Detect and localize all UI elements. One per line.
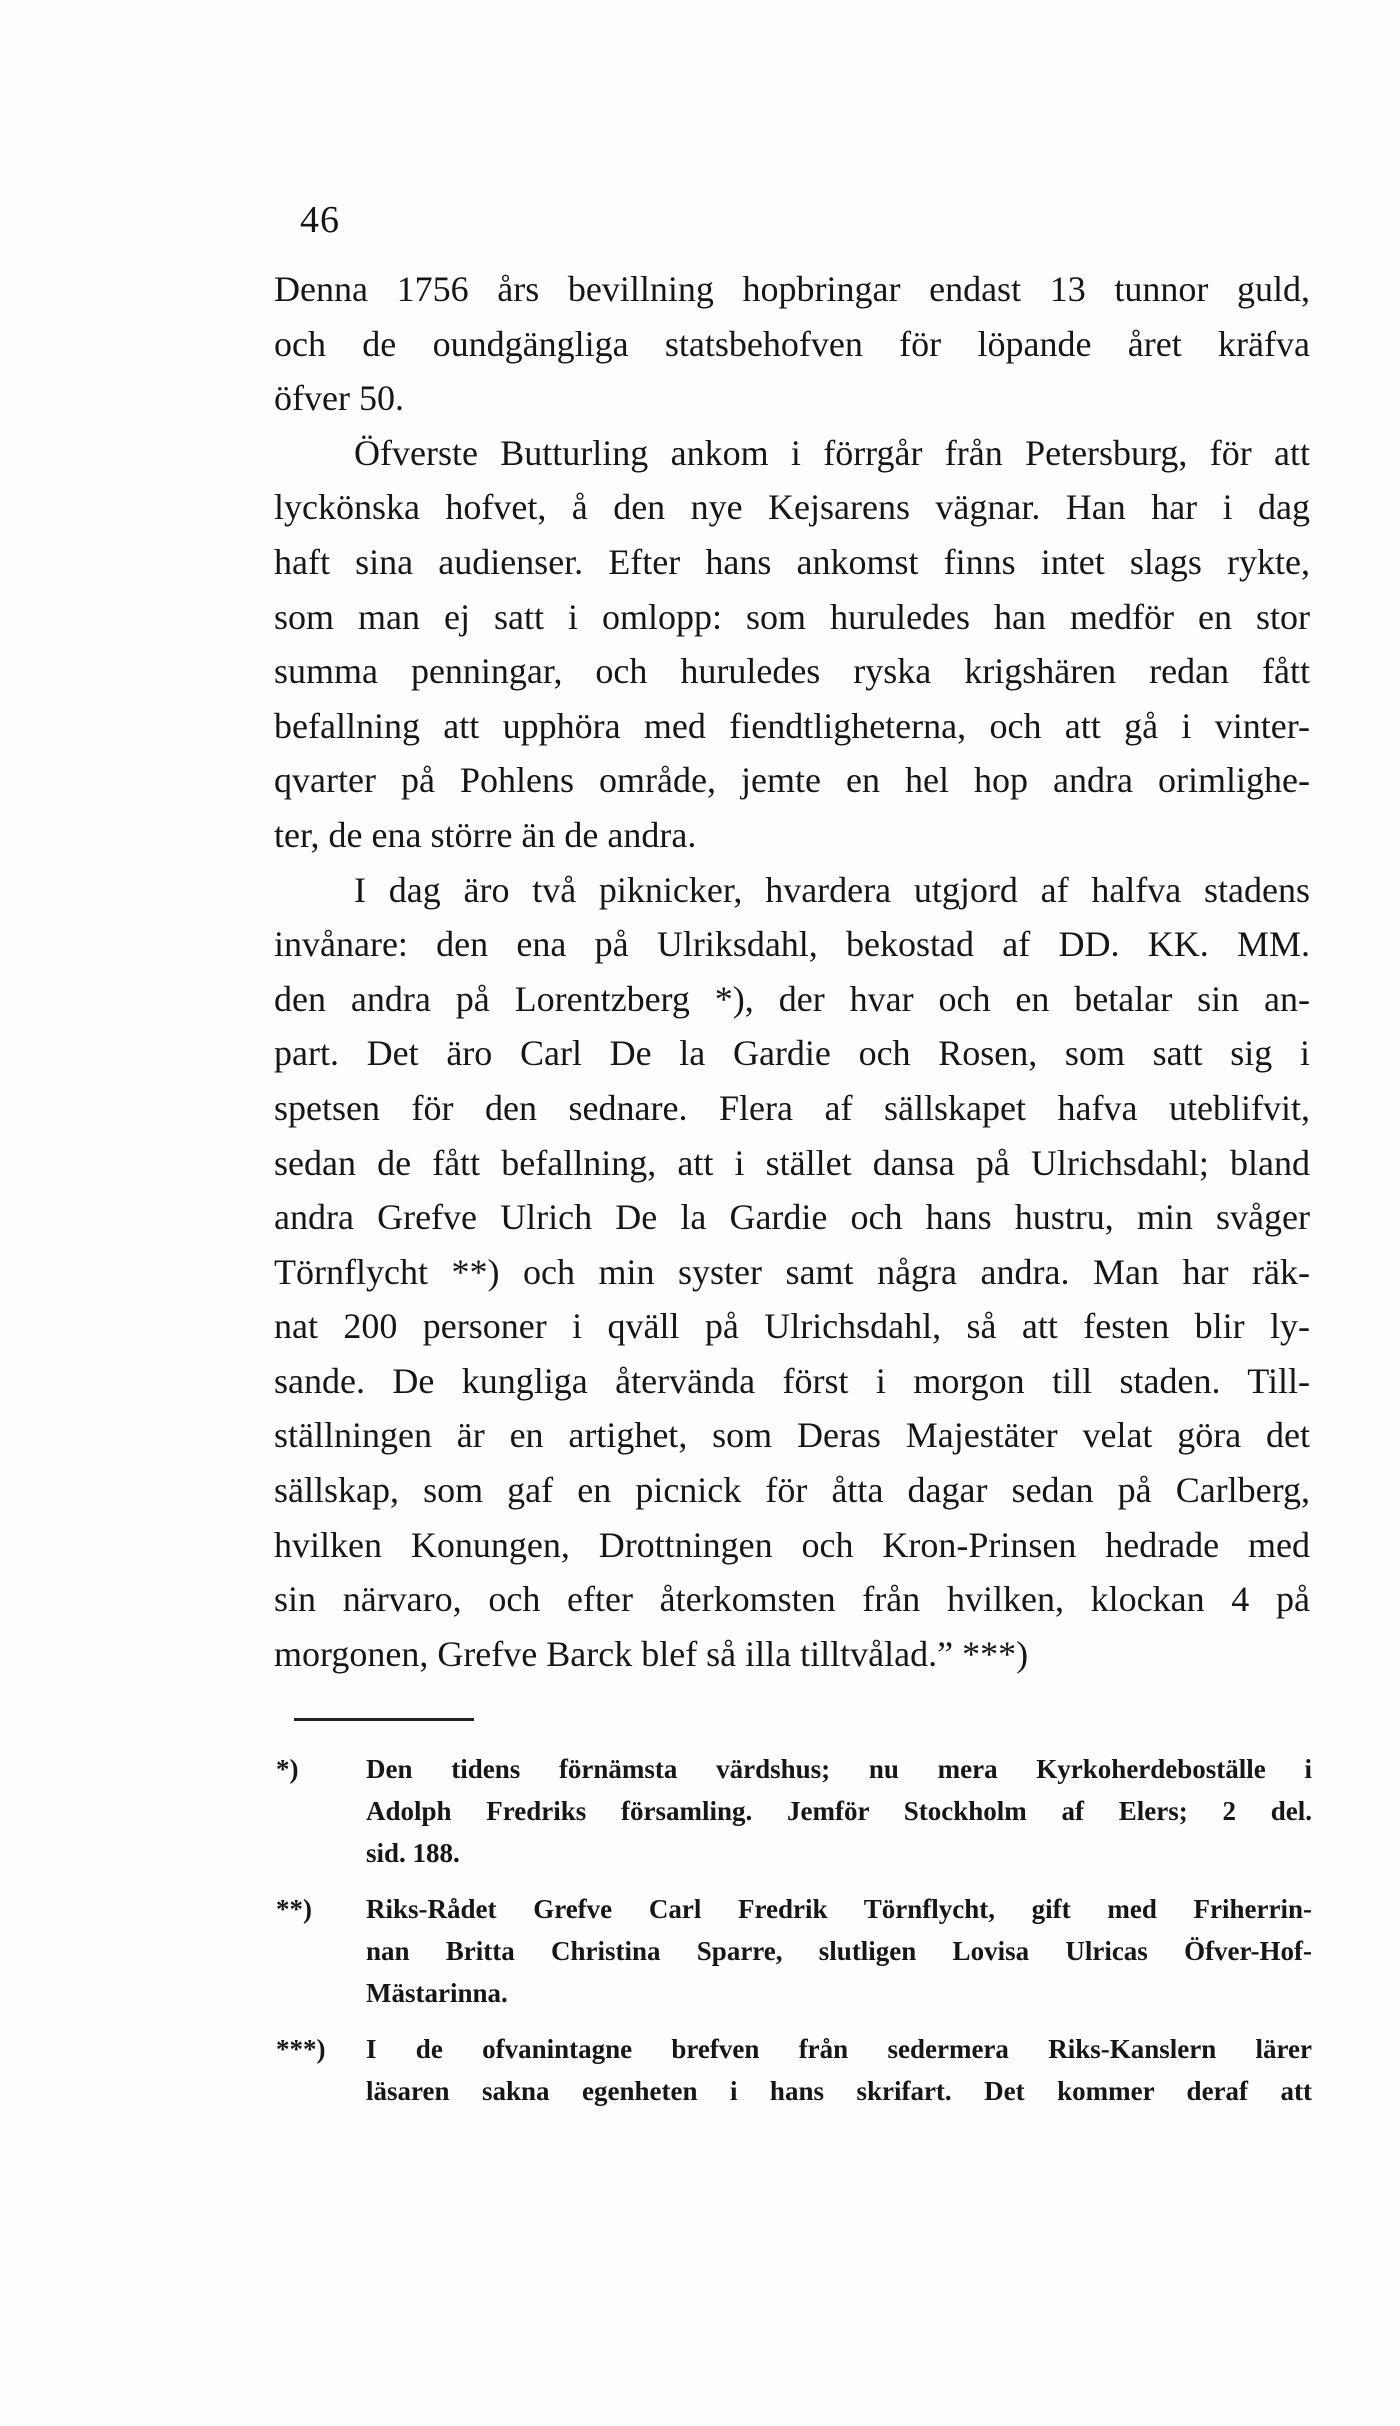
footnote-separator-rule (294, 1718, 474, 1721)
footnote-3-line: läsaren sakna egenheten i hans skrifart. Det kommer deraf att (366, 2076, 1312, 2106)
footnote-2-line (276, 1888, 1312, 1930)
page-number: 46 (300, 199, 340, 241)
footnote-1-text: Den tidens förnämsta värdshus; nu mera Kyrkoherdeboställe i (366, 1754, 1312, 1784)
footnote-1-marker: *) (276, 1754, 299, 1784)
body-line: och de oundgängliga statsbehofven för löpande året kräfva (274, 323, 1310, 364)
body-line: sin närvaro, och efter återkomsten från hvilken, klockan 4 på (274, 1579, 1310, 1620)
body-line: qvarter på Pohlens område, jemte en hel hop andra orimlighe- (274, 760, 1310, 801)
body-line: den andra på Lorentzberg *), der hvar och en betalar sin an- (274, 978, 1310, 1019)
body-line: haft sina audienser. Efter hans ankomst finns intet slags rykte, (274, 541, 1310, 582)
body-line: sällskap, som gaf en picnick för åtta dagar sedan på Carlberg, (274, 1470, 1310, 1511)
body-line: nat 200 personer i qväll på Ulrichsdahl, så att festen blir ly- (274, 1306, 1310, 1347)
body-line: spetsen för den sednare. Flera af sällskapet hafva uteblifvit, (274, 1087, 1310, 1128)
body-line: part. Det äro Carl De la Gardie och Rosen, som satt sig i (274, 1033, 1310, 1074)
footnote-1-line: Adolph Fredriks församling. Jemför Stockholm af Elers; 2 del. (366, 1796, 1312, 1826)
footnote-1-line (276, 1748, 1312, 1790)
body-line: invånare: den ena på Ulriksdahl, bekostad af DD. KK. MM. (274, 924, 1310, 965)
body-line: ter, de ena större än de andra. (274, 814, 697, 855)
body-line: lyckönska hofvet, å den nye Kejsarens vägnar. Han har i dag (274, 487, 1310, 528)
body-line: Öfverste Butturling ankom i förrgår från Petersburg, för att (354, 432, 1310, 473)
body-line: I dag äro två piknicker, hvardera utgjord af halfva stadens (354, 869, 1310, 910)
footnote-2-line: Mästarinna. (366, 1978, 508, 2008)
body-line: andra Grefve Ulrich De la Gardie och hans hustru, min svåger (274, 1197, 1310, 1238)
body-line: som man ej satt i omlopp: som huruledes han medför en stor (274, 596, 1310, 637)
body-line: morgonen, Grefve Barck blef så illa tilltvålad.” ***) (274, 1633, 1029, 1674)
footnote-3-text: I de ofvanintagne brefven från sedermera Riks-Kanslern lärer (366, 2034, 1312, 2064)
footnote-2-line: nan Britta Christina Sparre, slutligen Lovisa Ulricas Öfver-Hof- (366, 1936, 1312, 1966)
footnote-2-marker: **) (276, 1894, 312, 1924)
body-line: Denna 1756 års bevillning hopbringar endast 13 tunnor guld, (274, 269, 1310, 309)
footnote-3-marker: ***) (276, 2034, 326, 2064)
body-line: sedan de fått befallning, att i stället dansa på Ulrichsdahl; bland (274, 1142, 1310, 1183)
footnote-3-line (276, 2028, 1312, 2070)
footnotes (276, 1748, 1312, 2112)
footnote-2-text: Riks-Rådet Grefve Carl Fredrik Törnflycht, gift med Friherrin- (366, 1894, 1312, 1924)
body-line: summa penningar, och huruledes ryska krigshären redan fått (274, 651, 1310, 692)
body-line: Törnflycht **) och min syster samt några andra. Man har räk- (274, 1251, 1310, 1292)
footnote-1-line: sid. 188. (366, 1838, 460, 1868)
body-line: hvilken Konungen, Drottningen och Kron-Prinsen hedrade med (274, 1524, 1310, 1565)
body-line: öfver 50. (274, 378, 404, 419)
body-line: sande. De kungliga återvända först i morgon till staden. Till- (274, 1360, 1310, 1401)
body-line: befallning att upphöra med fiendtligheterna, och att gå i vinter- (274, 705, 1310, 746)
body-line: ställningen är en artighet, som Deras Majestäter velat göra det (274, 1415, 1310, 1456)
body-text (274, 262, 1310, 1681)
